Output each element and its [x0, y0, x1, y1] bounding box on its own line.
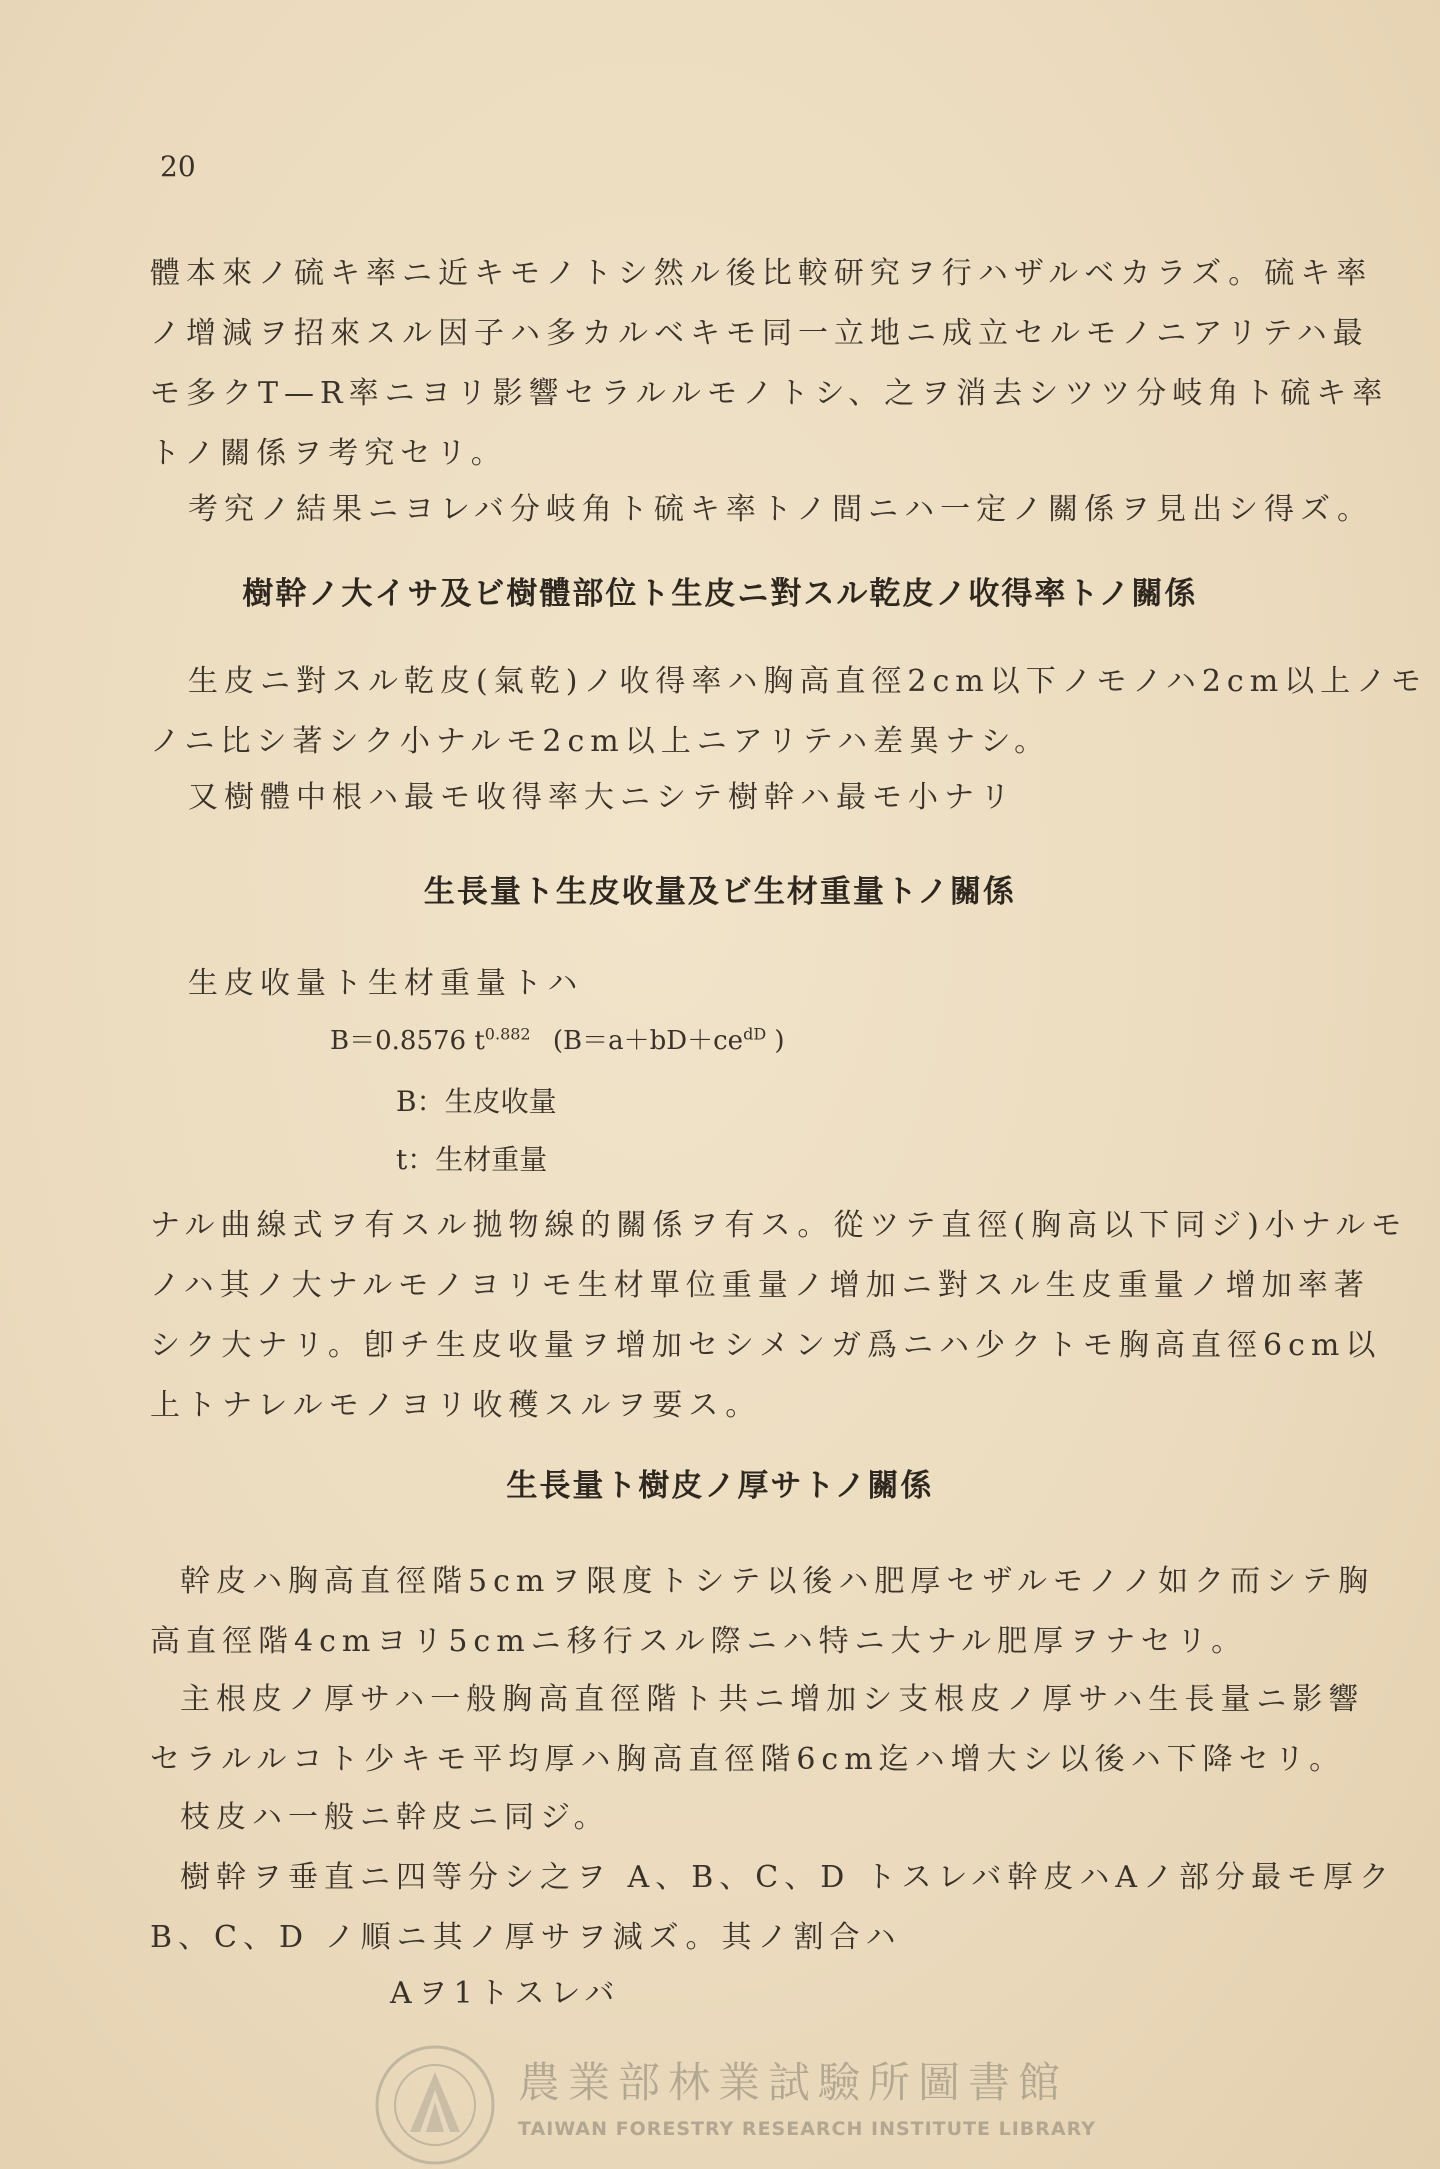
text-line: 生皮ニ對スル乾皮(氣乾)ノ收得率ハ胸高直徑2cm以下ノモノハ2cm以上ノモ — [188, 664, 1427, 699]
page-number: 20 — [160, 150, 196, 183]
text-line: シク大ナリ。卽チ生皮收量ヲ增加セシメンガ爲ニハ少クトモ胸高直徑6cm以 — [150, 1328, 1382, 1363]
formula-definition-t: t：生材重量 — [396, 1143, 548, 1176]
text-line: 上トナレルモノヨリ收穫スルヲ要ス。 — [150, 1388, 762, 1423]
text-line: 高直徑階4cmヨリ5cmニ移行スル際ニハ特ニ大ナル肥厚ヲナセリ。 — [150, 1624, 1248, 1659]
text-line: 體本來ノ硫キ率ニ近キモノトシ然ル後比較研究ヲ行ハザルベカラズ。硫キ率 — [150, 256, 1373, 291]
library-watermark — [370, 2040, 1096, 2160]
library-name-chinese: 農業部林業試驗所圖書館 — [518, 2058, 1069, 2107]
text-line: ノハ其ノ大ナルモノヨリモ生材單位重量ノ增加ニ對スル生皮重量ノ增加率著 — [150, 1268, 1370, 1303]
formula-alt-exponent: dD — [743, 1024, 767, 1044]
text-line: 又樹體中根ハ最モ收得率大ニシテ樹幹ハ最モ小ナリ — [188, 780, 1016, 815]
text-line: 幹皮ハ胸高直徑階5cmヲ限度トシテ以後ハ肥厚セザルモノノ如ク而シテ胸 — [180, 1564, 1375, 1599]
text-line: セラルルコト少キモ平均厚ハ胸高直徑階6cm迄ハ增大シ以後ハ下降セリ。 — [150, 1742, 1346, 1777]
text-line: 生皮收量ト生材重量トハ — [188, 966, 584, 1001]
formula-main-exponent: 0.882 — [484, 1024, 531, 1044]
formula-main: B＝0.8576 t — [330, 1026, 485, 1056]
section-heading-1: 樹幹ノ大イサ及ビ樹體部位ト生皮ニ對スル乾皮ノ收得率トノ關係 — [242, 576, 1198, 612]
section-heading-3: 生長量ト樹皮ノ厚サトノ關係 — [506, 1468, 934, 1504]
text-line: トノ關係ヲ考究セリ。 — [150, 436, 507, 471]
text-line: 主根皮ノ厚サハ一般胸高直徑階ト共ニ增加シ支根皮ノ厚サハ生長量ニ影響 — [180, 1682, 1365, 1717]
library-seal-icon — [370, 2040, 500, 2169]
library-name-english: TAIWAN FORESTRY RESEARCH INSTITUTE LIBRARY — [518, 2118, 1096, 2140]
growth-formula — [330, 1020, 785, 1057]
text-line: ノ增減ヲ招來スル因子ハ多カルベキモ同一立地ニ成立セルモノニアリテハ最 — [150, 316, 1369, 351]
section-heading-2: 生長量ト生皮收量及ビ生材重量トノ關係 — [423, 874, 1017, 910]
text-line: 考究ノ結果ニヨレバ分岐角ト硫キ率トノ間ニハ一定ノ關係ヲ見出シ得ズ。 — [188, 492, 1373, 527]
text-line: B、C、D ノ順ニ其ノ厚サヲ減ズ。其ノ割合ハ — [150, 1920, 902, 1955]
formula-alt-close: ) — [774, 1026, 785, 1056]
text-line: モ多クT—R率ニヨリ影響セラルルモノトシ、之ヲ消去シツツ分岐角ト硫キ率 — [150, 376, 1389, 411]
text-line: Aヲ1トスレバ — [390, 1976, 621, 2011]
text-line: ナル曲線式ヲ有スル拋物線的關係ヲ有ス。從ツテ直徑(胸高以下同ジ)小ナルモ — [150, 1208, 1408, 1243]
text-line: ノニ比シ著シク小ナルモ2cm以上ニアリテハ差異ナシ。 — [150, 724, 1051, 759]
text-line: 樹幹ヲ垂直ニ四等分シ之ヲ A、B、C、D トスレバ幹皮ハAノ部分最モ厚ク — [180, 1860, 1396, 1895]
formula-alt: (B＝a＋bD＋ce — [552, 1026, 744, 1056]
text-line: 枝皮ハ一般ニ幹皮ニ同ジ。 — [180, 1800, 610, 1835]
formula-definition-b: B：生皮收量 — [396, 1085, 557, 1118]
